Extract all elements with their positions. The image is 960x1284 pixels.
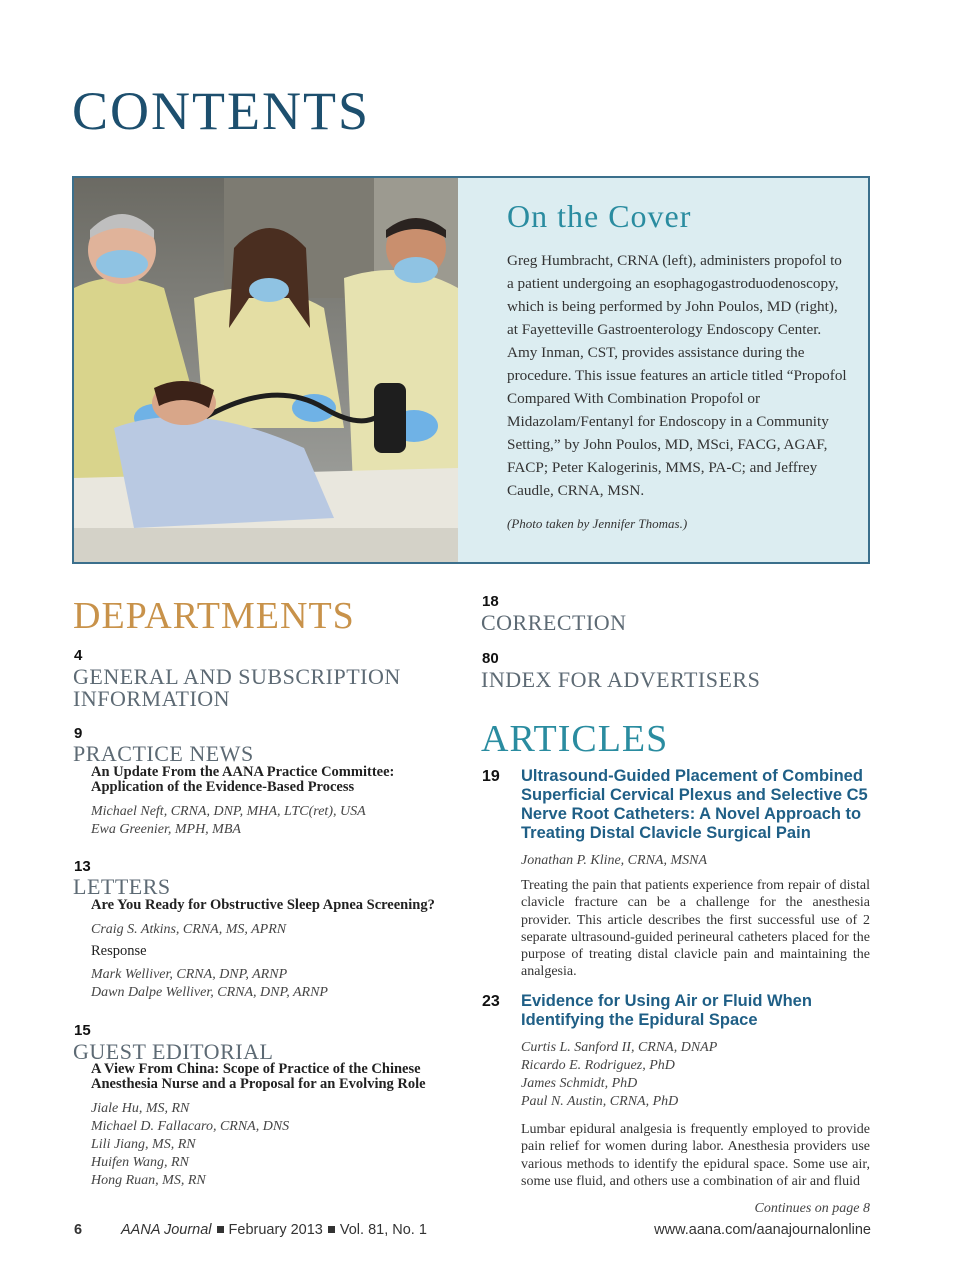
article-abstract: Treating the pain that patients experience from repair of distal clavicle fracture can be a challenge for the anesthesia provider. This article describes the first successful use of 2 separate ultrasound-guided perineural catheters placed for the purpose of treating distal clavicle pain and maintaining the analgesia. xyxy=(521,878,870,980)
cover-photo xyxy=(74,178,458,562)
articles-heading: ARTICLES xyxy=(481,718,669,760)
author: Ewa Greenier, MPH, MBA xyxy=(91,822,241,837)
author: Ricardo E. Rodriguez, PhD xyxy=(521,1058,675,1073)
article-title[interactable] xyxy=(521,767,871,843)
square-bullet-icon xyxy=(328,1226,335,1233)
author: Lili Jiang, MS, RN xyxy=(91,1137,196,1152)
dept-page-number: 4 xyxy=(74,647,83,664)
dept-title-letters[interactable]: LETTERS xyxy=(73,874,171,899)
page-title: CONTENTS xyxy=(72,81,370,141)
cover-text xyxy=(507,198,847,532)
article-title-line: Evidence for Using Air or Fluid When xyxy=(521,992,812,1010)
item-title-line: An Update From the AANA Practice Committee: xyxy=(91,764,395,780)
author-list xyxy=(91,1100,289,1190)
footer-volume: Vol. 81, No. 1 xyxy=(339,1222,427,1238)
dept-title-general[interactable] xyxy=(73,666,401,710)
author: Michael Neft, CRNA, DNP, MHA, LTC(ret), USA xyxy=(91,804,366,819)
author-list xyxy=(521,1039,717,1111)
cover-heading: On the Cover xyxy=(507,198,692,234)
footer-page-number: 6 xyxy=(74,1222,83,1238)
author: Dawn Dalpe Welliver, CRNA, DNP, ARNP xyxy=(91,985,328,1000)
author-list xyxy=(91,803,366,839)
dept-title-line: GENERAL AND SUBSCRIPTION xyxy=(73,664,401,689)
item-title[interactable] xyxy=(91,765,394,795)
dept-page-number: 13 xyxy=(74,858,91,875)
cover-photo-credit: (Photo taken by Jennifer Thomas.) xyxy=(507,516,688,531)
article-title-line: Ultrasound-Guided Placement of Combined xyxy=(521,767,863,785)
article-abstract: Lumbar epidural analgesia is frequently employed to provide pain relief for women during labor. Anesthesia providers use various methods to identify the epidural space. Some use air, some use fluid, and others use a combination of air and fluid xyxy=(521,1122,870,1189)
item-title-line: Anesthesia Nurse and a Proposal for an Evolving Role xyxy=(91,1076,426,1092)
article-author: Jonathan P. Kline, CRNA, MSNA xyxy=(521,853,708,868)
footer-date: February 2013 xyxy=(228,1222,323,1238)
article-title[interactable] xyxy=(521,992,871,1030)
article-title-line: Identifying the Epidural Space xyxy=(521,1011,758,1029)
author-list xyxy=(91,966,328,1002)
footer-journal-info xyxy=(121,1222,427,1238)
dept-title-line: INFORMATION xyxy=(73,686,231,711)
dept-title-correction[interactable]: CORRECTION xyxy=(481,610,627,635)
author: James Schmidt, PhD xyxy=(521,1076,638,1091)
dept-title-practice-news[interactable]: PRACTICE NEWS xyxy=(73,741,254,766)
author: Mark Welliver, CRNA, DNP, ARNP xyxy=(91,967,288,982)
departments-heading: DEPARTMENTS xyxy=(73,595,355,637)
author: Michael D. Fallacaro, CRNA, DNS xyxy=(91,1119,290,1134)
item-title-response[interactable]: Response xyxy=(91,943,147,959)
author: Hong Ruan, MS, RN xyxy=(91,1173,206,1188)
author: Huifen Wang, RN xyxy=(91,1155,189,1170)
item-title-line: A View From China: Scope of Practice of the Chinese xyxy=(91,1061,421,1077)
article-page-number: 19 xyxy=(482,768,500,785)
item-title[interactable] xyxy=(91,1062,426,1092)
article-title-line: Treating Distal Clavicle Surgical Pain xyxy=(521,824,811,842)
dept-page-number: 18 xyxy=(482,593,499,610)
author: Curtis L. Sanford II, CRNA, DNAP xyxy=(521,1040,718,1055)
author: Paul N. Austin, CRNA, PhD xyxy=(521,1094,679,1109)
item-title-line: Application of the Evidence-Based Process xyxy=(91,779,355,795)
author: Jiale Hu, MS, RN xyxy=(91,1101,190,1116)
cover-description: Greg Humbracht, CRNA (left), administers propofol to a patient undergoing an esophagogastroduodenoscopy, which is being performed by John Poulos, MD (right), at Fayetteville Gastroenterology Endoscopy Center. Amy Inman, CST, provides assistance during the procedure. This issue features an article titled “Propofol Compared With Combination Propofol or Midazolam/Fentanyl for Endoscopy in a Community Setting,” by John Poulos, MD, MSci, FACG, AGAF, FACP; Peter Kalogerinis, MMS, PA-C; and Jeffrey Caudle, CRNA, MSN. xyxy=(507,252,847,499)
square-bullet-icon xyxy=(217,1226,224,1233)
article-page-number: 23 xyxy=(482,993,500,1010)
footer-journal-name: AANA Journal xyxy=(121,1222,212,1238)
continues-note: Continues on page 8 xyxy=(754,1201,870,1216)
item-title[interactable]: Are You Ready for Obstructive Sleep Apnea Screening? xyxy=(91,897,435,913)
cover-box xyxy=(72,176,870,564)
dept-page-number: 15 xyxy=(74,1022,91,1039)
article-title-line: Superficial Cervical Plexus and Selective C5 xyxy=(521,786,868,804)
dept-title-index-advertisers[interactable]: INDEX FOR ADVERTISERS xyxy=(481,667,761,692)
dept-page-number: 80 xyxy=(482,650,499,667)
cover-photo-illustration xyxy=(74,178,458,562)
article-title-line: Nerve Root Catheters: A Novel Approach to xyxy=(521,805,862,823)
dept-page-number: 9 xyxy=(74,725,83,742)
dept-title-guest-editorial[interactable]: GUEST EDITORIAL xyxy=(73,1039,274,1064)
author: Craig S. Atkins, CRNA, MS, APRN xyxy=(91,922,287,937)
footer-url[interactable]: www.aana.com/aanajournalonline xyxy=(654,1222,871,1238)
